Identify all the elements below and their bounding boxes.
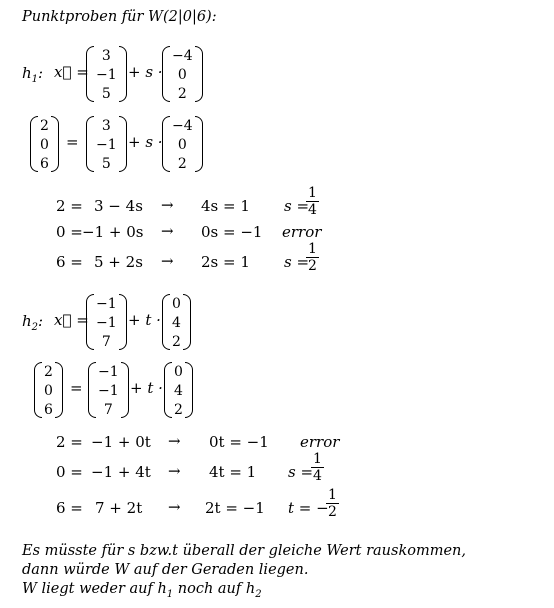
h2-label: $h_2$: (22, 312, 44, 333)
h2-operator: + t · (128, 311, 161, 329)
h2-eq2-result: s = (288, 463, 314, 481)
conclusion-line-2: dann würde W auf der Geraden liegen. (22, 562, 309, 578)
arrow-icon: → (168, 498, 181, 516)
h2-eq2-fraction: $\frac{1}{4}$ (313, 451, 322, 484)
h2-check-equals: = (70, 379, 83, 397)
h1-support-vector: 3 −1 5 (86, 46, 127, 102)
h2-eq3-step: 2t = −1 (205, 499, 265, 517)
h2-check-point-vector: 2 0 6 (34, 362, 63, 418)
arrow-icon: → (168, 462, 181, 480)
h2-check-support-vector: −1 −1 7 (88, 362, 129, 418)
h1-check-equals: = (66, 133, 79, 151)
h1-eq3-lhs: 6 = (56, 253, 83, 271)
h1-check-point-vector: 2 0 6 (30, 116, 59, 172)
arrow-icon: → (161, 222, 174, 240)
h2-check-operator: + t · (130, 379, 163, 397)
h1-check-support-vector: 3 −1 5 (86, 116, 127, 172)
arrow-icon: → (168, 432, 181, 450)
h1-eq1-lhs: 2 = (56, 197, 83, 215)
conclusion-line-3: W liegt weder auf $h_1$ noch auf $h_2$ (22, 581, 262, 600)
h2-eq1-lhs: 2 = (56, 433, 83, 451)
h1-eq3-rhs: 5 + 2s (94, 253, 143, 271)
h1-eq2-step: 0s = −1 (201, 223, 263, 241)
h2-eq3-result: t = − (288, 499, 329, 517)
h2-eq2-rhs: −1 + 4t (91, 463, 151, 481)
h2-eq1-result: error (300, 433, 340, 451)
arrow-icon: → (161, 196, 174, 214)
h1-eq1-rhs: 3 − 4s (94, 197, 143, 215)
arrow-icon: → (161, 252, 174, 270)
h1-eq1-step: 4s = 1 (201, 197, 250, 215)
h2-eq1-step: 0t = −1 (209, 433, 269, 451)
h2-check-direction-vector: 0 4 2 (164, 362, 193, 418)
h1-eq3-step: 2s = 1 (201, 253, 250, 271)
h1-eq1-result: s = (284, 197, 310, 215)
conclusion-line-1: Es müsste für s bzw.t überall der gleiche Wert rauskommen, (22, 543, 466, 559)
h1-lhs: x⃗ = (54, 63, 89, 81)
h2-eq3-rhs: 7 + 2t (95, 499, 143, 517)
h1-label: $h_1$: (22, 64, 44, 85)
page-title: Punktproben für W(2|0|6): (22, 9, 217, 25)
h1-eq2-rhs: −1 + 0s (82, 223, 144, 241)
h2-eq3-fraction: $\frac{1}{2}$ (328, 487, 337, 520)
h2-direction-vector: 0 4 2 (162, 294, 191, 350)
h2-eq2-step: 4t = 1 (209, 463, 257, 481)
h2-eq1-rhs: −1 + 0t (91, 433, 151, 451)
h1-eq2-lhs: 0 = (56, 223, 83, 241)
h1-check-operator: + s · (128, 133, 163, 151)
h1-eq2-result: error (282, 223, 322, 241)
h1-direction-vector: −4 0 2 (162, 46, 203, 102)
h1-eq3-result: s = (284, 253, 310, 271)
h2-lhs: x⃗ = (54, 311, 89, 329)
h1-check-direction-vector: −4 0 2 (162, 116, 203, 172)
h2-eq2-lhs: 0 = (56, 463, 83, 481)
h2-support-vector: −1 −1 7 (86, 294, 127, 350)
h1-operator: + s · (128, 63, 163, 81)
h2-eq3-lhs: 6 = (56, 499, 83, 517)
h1-eq3-fraction: $\frac{1}{2}$ (308, 241, 317, 274)
h1-eq1-fraction: $\frac{1}{4}$ (308, 185, 317, 218)
